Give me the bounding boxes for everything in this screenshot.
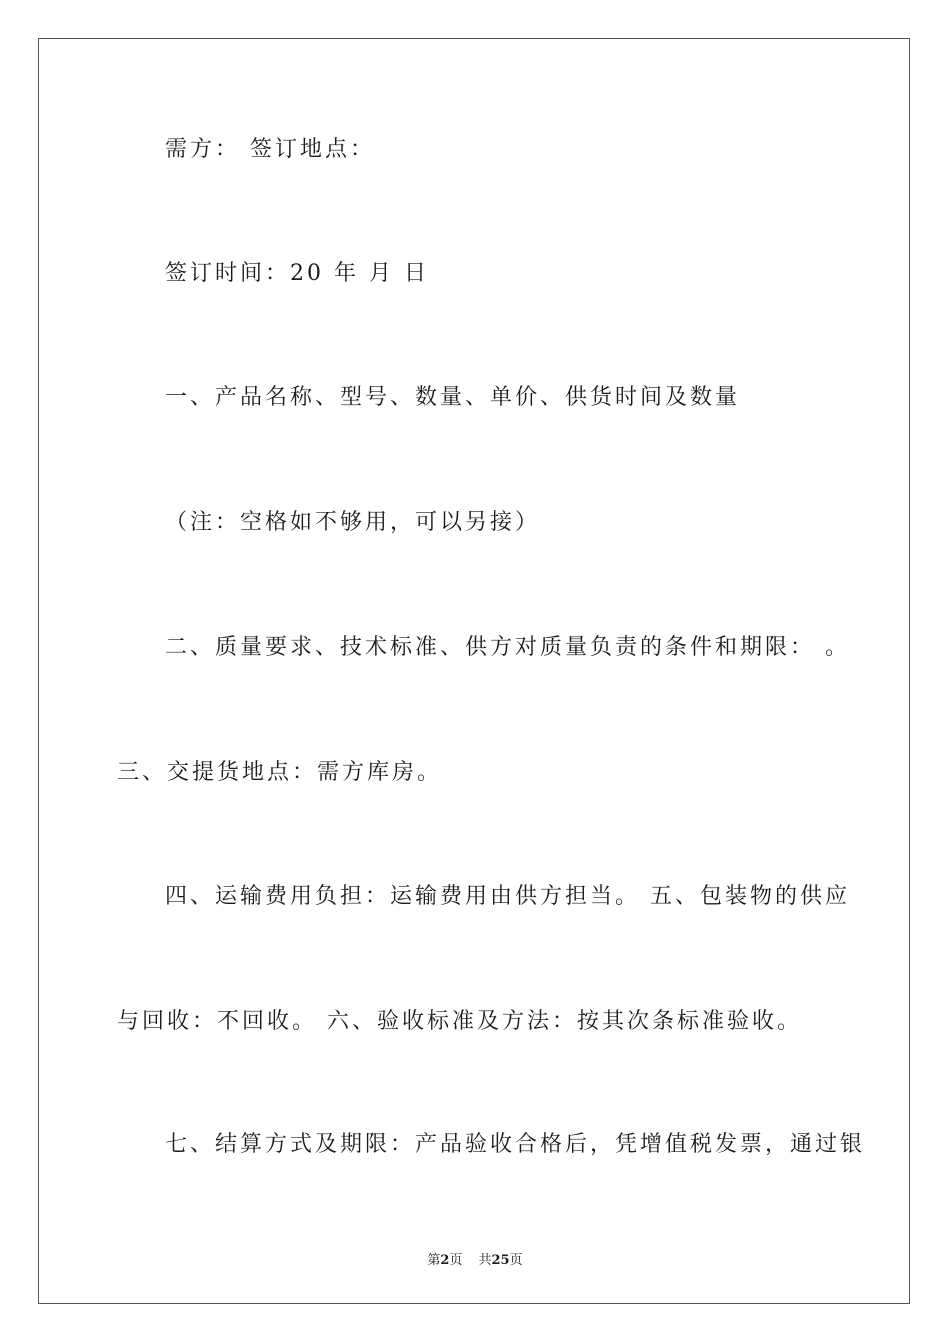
paragraph-note: （注：空格如不够用，可以另接）	[165, 510, 541, 535]
total-suffix: 页	[509, 1253, 523, 1268]
page-prefix: 第	[427, 1253, 441, 1268]
page-total: 25	[491, 1253, 510, 1268]
paragraph-section-2: 二、质量要求、技术标准、供方对质量负责的条件和期限： 。	[165, 635, 850, 660]
page-suffix: 页	[449, 1253, 463, 1268]
paragraph-section-4-5: 四、运输费用负担：运输费用由供方担当。 五、包装物的供应	[165, 884, 850, 909]
total-prefix: 共	[478, 1253, 492, 1268]
paragraph-section-1: 一、产品名称、型号、数量、单价、供货时间及数量	[165, 385, 741, 410]
paragraph-section-5-6: 与回收：不回收。 六、验收标准及方法：按其次条标准验收。	[117, 1009, 802, 1034]
page-border	[38, 38, 910, 1304]
page-footer	[0, 1249, 950, 1268]
paragraph-buyer-signing-place: 需方： 签订地点：	[165, 137, 375, 162]
paragraph-section-7: 七、结算方式及期限：产品验收合格后，凭增值税发票，通过银	[165, 1132, 866, 1157]
page-current: 2	[440, 1253, 450, 1268]
paragraph-signing-date: 签订时间：20 年 月 日	[165, 261, 429, 286]
paragraph-section-3: 三、交提货地点：需方库房。	[117, 760, 443, 785]
